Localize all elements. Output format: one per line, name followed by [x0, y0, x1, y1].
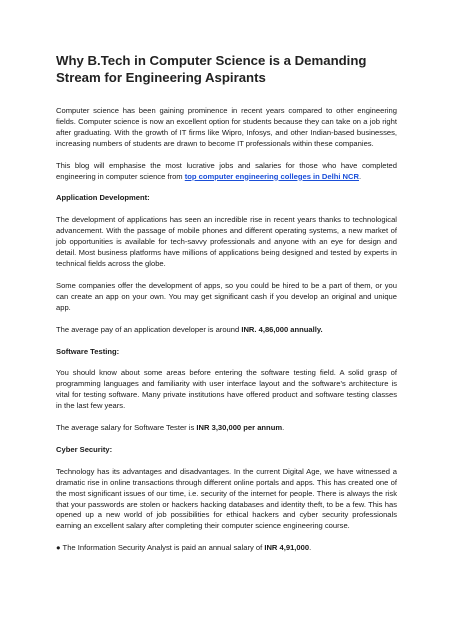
salary-prefix: ● The Information Security Analyst is paid an annual salary of	[56, 543, 265, 553]
salary-suffix: .	[282, 423, 285, 433]
salary-prefix: The average salary for Software Tester is	[56, 423, 197, 433]
salary-prefix: The average pay of an application developer is around	[56, 324, 242, 334]
blog-intro-text: This blog will emphasise the most lucrative jobs and salaries for those who have completed engineering in computer science from	[56, 160, 397, 181]
colleges-link[interactable]: top computer engineering colleges in Delhi NCR	[184, 171, 360, 181]
salary-line	[56, 543, 397, 554]
salary-value: INR 4,91,000	[264, 543, 310, 553]
section-heading-cyber-security: Cyber Security:	[56, 444, 113, 454]
blog-intro-paragraph	[56, 161, 397, 183]
salary-line	[56, 423, 397, 434]
intro-paragraph: Computer science has been gaining prominence in recent years compared to other engineering fields. Computer science is now an excellent option for students because they can take on a job right after graduating. With the growth of IT firms like Wipro, Infosys, and other Indian-based businesses, increasing numbers of students are drawn to become IT professionals within these companies.	[56, 106, 397, 148]
salary-suffix: .	[309, 543, 312, 553]
section-paragraph: Some companies offer the development of apps, so you could be hired to be a part of them, or you can create an app on your own. You may get significant cash if you develop an original and unique app.	[56, 280, 397, 312]
salary-line	[56, 325, 397, 336]
section-paragraph: The development of applications has seen an incredible rise in recent years thanks to technological advancement. With the passage of mobile phones and different operating systems, a new market of job opportunities is available for tech-savvy professionals and anyone with an eye for design and detail. Most business platforms have millions of applications being designed and tested by experts in technical fields across the globe.	[56, 215, 397, 268]
section-paragraph: You should know about some areas before entering the software testing field. A solid grasp of programming languages and familiarity with user interface layout and the software's architecture is vital for testing software. Many private institutions have offered product and software testing classes in the last few years.	[56, 368, 397, 411]
section-heading-application-development: Application Development:	[56, 193, 150, 203]
blog-intro-end: .	[359, 171, 362, 181]
salary-value: INR 3,30,000 per annum	[196, 423, 283, 433]
section-paragraph: Technology has its advantages and disadvantages. In the current Digital Age, we have witnessed a dramatic rise in online transactions through different online portals and apps. This has created one of the most significant issues of our time, i.e. security of the internet for people. There is always the risk that your passwords are stolen or hackers hacking databases and identity theft, to be a few. This has opened up a new world of job possibilities for ethical hackers and cyber security professionals earning an excellent salary after completing their computer science engineering course.	[56, 466, 397, 531]
page-title: Why B.Tech in Computer Science is a Demanding Stream for Engineering Aspirants	[56, 53, 367, 85]
section-heading-software-testing: Software Testing:	[56, 346, 120, 356]
salary-value: INR. 4,86,000 annually.	[241, 324, 323, 334]
